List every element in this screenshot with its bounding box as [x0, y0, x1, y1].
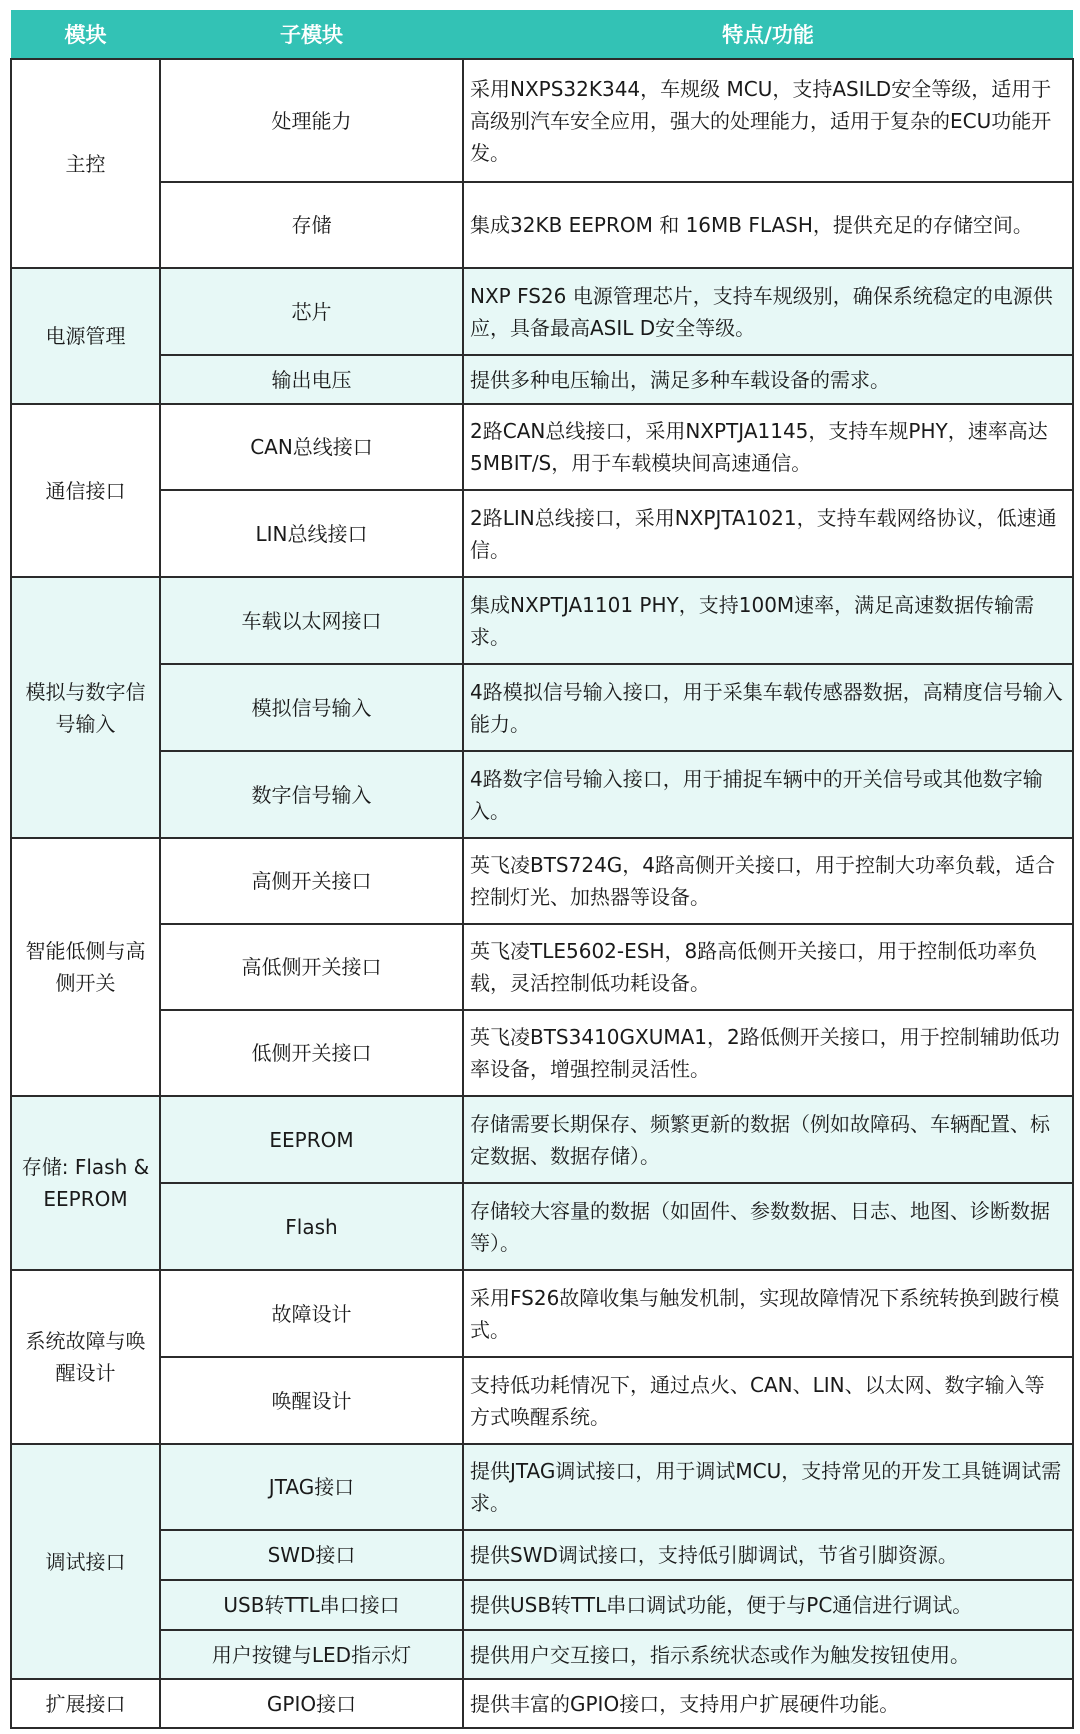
feature-cell: NXP FS26 电源管理芯片，支持车规级别，确保系统稳定的电源供应，具备最高ASIL D安全等级。: [463, 268, 1073, 355]
feature-cell: 英飞凌TLE5602-ESH，8路高低侧开关接口，用于控制低功率负载，灵活控制低功耗设备。: [463, 924, 1073, 1010]
submodule-cell: 存储: [160, 182, 463, 268]
submodule-cell: CAN总线接口: [160, 404, 463, 490]
table-row: [11, 1630, 1073, 1679]
table-row: [11, 182, 1073, 268]
table-row: [11, 1096, 1073, 1183]
feature-cell: 2路CAN总线接口，采用NXPTJA1145，支持车规PHY，速率高达5MBIT/S，用于车载模块间高速通信。: [463, 404, 1073, 490]
table-row: [11, 1357, 1073, 1444]
feature-cell: 采用NXPS32K344，车规级 MCU，支持ASILD安全等级，适用于高级别汽车安全应用，强大的处理能力，适用于复杂的ECU功能开发。: [463, 59, 1073, 182]
module-cell: 电源管理: [11, 268, 160, 404]
module-spec-table: [10, 10, 1074, 1729]
submodule-cell: EEPROM: [160, 1096, 463, 1183]
submodule-cell: 处理能力: [160, 59, 463, 182]
feature-cell: 提供多种电压输出，满足多种车载设备的需求。: [463, 355, 1073, 404]
table-row: [11, 268, 1073, 355]
module-cell: 模拟与数字信号输入: [11, 577, 160, 838]
submodule-cell: 输出电压: [160, 355, 463, 404]
table-row: [11, 404, 1073, 490]
feature-cell: 英飞凌BTS724G，4路高侧开关接口，用于控制大功率负载，适合控制灯光、加热器等设备。: [463, 838, 1073, 924]
submodule-cell: 数字信号输入: [160, 751, 463, 838]
feature-cell: 支持低功耗情况下，通过点火、CAN、LIN、以太网、数字输入等方式唤醒系统。: [463, 1357, 1073, 1444]
submodule-cell: 唤醒设计: [160, 1357, 463, 1444]
submodule-cell: USB转TTL串口接口: [160, 1580, 463, 1630]
feature-cell: 存储需要长期保存、频繁更新的数据（例如故障码、车辆配置、标定数据、数据存储）。: [463, 1096, 1073, 1183]
table-row: [11, 1270, 1073, 1357]
submodule-cell: 芯片: [160, 268, 463, 355]
table-row: [11, 1679, 1073, 1728]
feature-cell: 英飞凌BTS3410GXUMA1，2路低侧开关接口，用于控制辅助低功率设备，增强控制灵活性。: [463, 1010, 1073, 1096]
feature-cell: 集成32KB EEPROM 和 16MB FLASH，提供充足的存储空间。: [463, 182, 1073, 268]
module-cell: 通信接口: [11, 404, 160, 577]
feature-cell: 提供用户交互接口，指示系统状态或作为触发按钮使用。: [463, 1630, 1073, 1679]
module-cell: 调试接口: [11, 1444, 160, 1679]
module-cell: 存储: Flash & EEPROM: [11, 1096, 160, 1270]
header-submodule: 子模块: [160, 10, 463, 59]
table-row: [11, 355, 1073, 404]
module-cell: 智能低侧与高侧开关: [11, 838, 160, 1096]
feature-cell: 集成NXPTJA1101 PHY，支持100M速率，满足高速数据传输需求。: [463, 577, 1073, 664]
submodule-cell: 模拟信号输入: [160, 664, 463, 751]
table-header-row: [11, 10, 1073, 59]
submodule-cell: 故障设计: [160, 1270, 463, 1357]
submodule-cell: SWD接口: [160, 1530, 463, 1580]
table-row: [11, 924, 1073, 1010]
feature-cell: 采用FS26故障收集与触发机制，实现故障情况下系统转换到跛行模式。: [463, 1270, 1073, 1357]
table-row: [11, 838, 1073, 924]
submodule-cell: 低侧开关接口: [160, 1010, 463, 1096]
table-row: [11, 1183, 1073, 1270]
submodule-cell: 高低侧开关接口: [160, 924, 463, 1010]
table-row: [11, 1580, 1073, 1630]
table-row: [11, 751, 1073, 838]
feature-cell: 4路模拟信号输入接口，用于采集车载传感器数据，高精度信号输入能力。: [463, 664, 1073, 751]
table-row: [11, 1010, 1073, 1096]
table-row: [11, 1444, 1073, 1530]
feature-cell: 4路数字信号输入接口，用于捕捉车辆中的开关信号或其他数字输入。: [463, 751, 1073, 838]
table-row: [11, 490, 1073, 577]
module-cell: 主控: [11, 59, 160, 268]
table-row: [11, 577, 1073, 664]
feature-cell: 提供JTAG调试接口，用于调试MCU，支持常见的开发工具链调试需求。: [463, 1444, 1073, 1530]
feature-cell: 提供丰富的GPIO接口，支持用户扩展硬件功能。: [463, 1679, 1073, 1728]
submodule-cell: Flash: [160, 1183, 463, 1270]
table-body: [11, 59, 1073, 1728]
header-module: 模块: [11, 10, 160, 59]
submodule-cell: 高侧开关接口: [160, 838, 463, 924]
submodule-cell: GPIO接口: [160, 1679, 463, 1728]
submodule-cell: JTAG接口: [160, 1444, 463, 1530]
table-row: [11, 664, 1073, 751]
submodule-cell: 用户按键与LED指示灯: [160, 1630, 463, 1679]
module-cell: 系统故障与唤醒设计: [11, 1270, 160, 1444]
submodule-cell: 车载以太网接口: [160, 577, 463, 664]
table-row: [11, 1530, 1073, 1580]
header-feature: 特点/功能: [463, 10, 1073, 59]
table-row: [11, 59, 1073, 182]
submodule-cell: LIN总线接口: [160, 490, 463, 577]
feature-cell: 存储较大容量的数据（如固件、参数数据、日志、地图、诊断数据等）。: [463, 1183, 1073, 1270]
module-cell: 扩展接口: [11, 1679, 160, 1728]
feature-cell: 2路LIN总线接口，采用NXPJTA1021，支持车载网络协议，低速通信。: [463, 490, 1073, 577]
feature-cell: 提供SWD调试接口，支持低引脚调试，节省引脚资源。: [463, 1530, 1073, 1580]
feature-cell: 提供USB转TTL串口调试功能，便于与PC通信进行调试。: [463, 1580, 1073, 1630]
